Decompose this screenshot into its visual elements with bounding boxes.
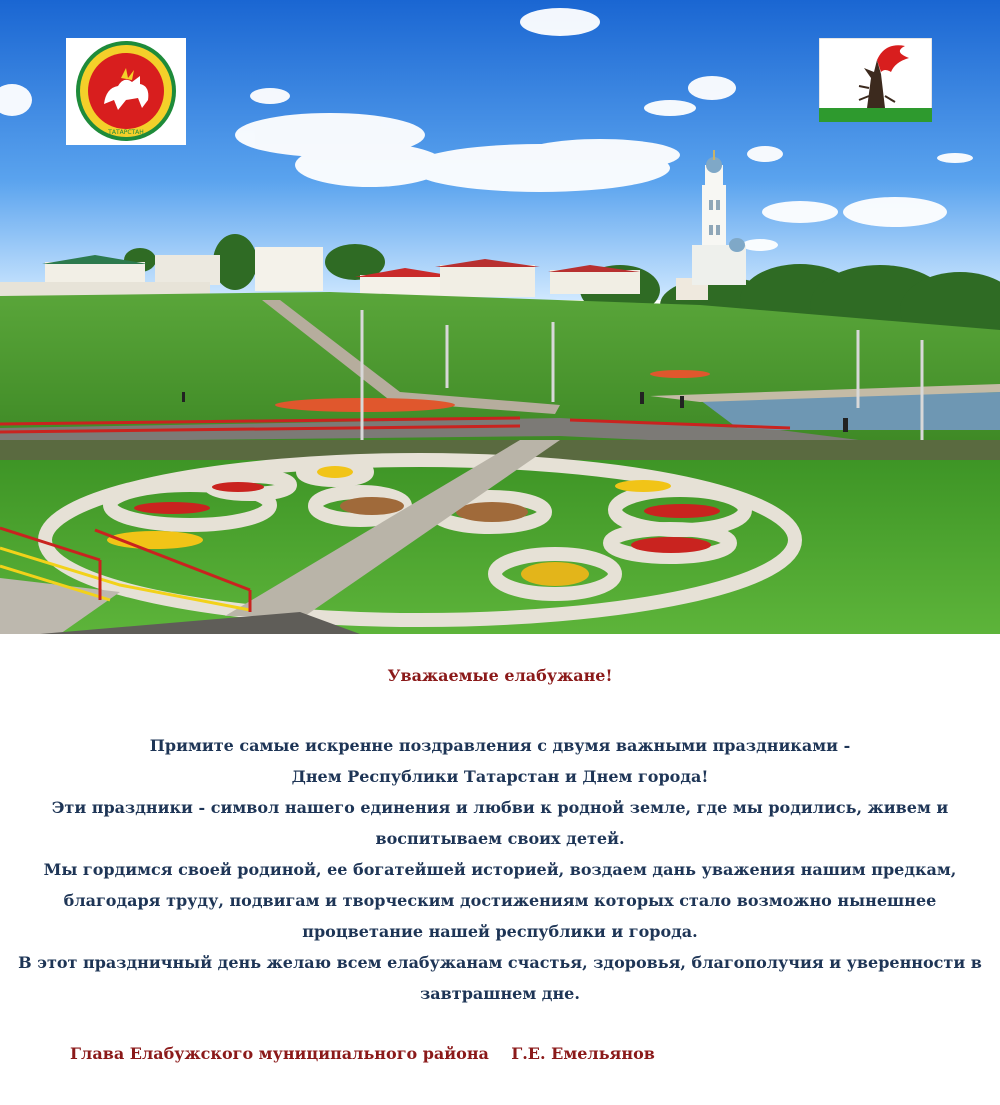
tatarstan-coat-of-arms-icon [66,38,186,145]
letter-line: благодаря труду, подвигам и творческим достижениям которых стало возможно нынешнее [63,891,937,910]
hill-flowerbed [275,398,455,412]
tatarstan-emblem [66,38,186,145]
yelabuga-coat-of-arms-icon [819,38,932,122]
letter-greeting: Уважаемые елабужане! [387,666,613,685]
letter-body [0,730,1000,1009]
letter-line: Эти праздники - символ нашего единения и любви к родной земле, где мы родились, живем и [51,798,949,817]
yelabuga-emblem [819,38,932,122]
letter-line: процветание нашей республики и города. [302,922,698,941]
letter-line: воспитываем своих детей. [375,829,625,848]
letter-signature: Глава Елабужского муниципального района Г.Е. Емельянов [70,1044,655,1063]
letter [0,634,1000,1105]
letter-line: Мы гордимся своей родиной, ее богатейшей историей, воздаем дань уважения нашим предкам, [43,860,957,879]
letter-line: завтрашнем дне. [420,984,580,1003]
letter-line: Примите самые искренне поздравления с двумя важными праздниками - [149,736,851,755]
letter-line: В этот праздничный день желаю всем елабужанам счастья, здоровья, благополучия и уверенности в [18,953,982,972]
letter-line: Днем Республики Татарстан и Днем города! [291,767,709,786]
emblem-caption: ТАТАРСТАН [108,129,144,136]
hill-flowerbed [650,370,710,378]
